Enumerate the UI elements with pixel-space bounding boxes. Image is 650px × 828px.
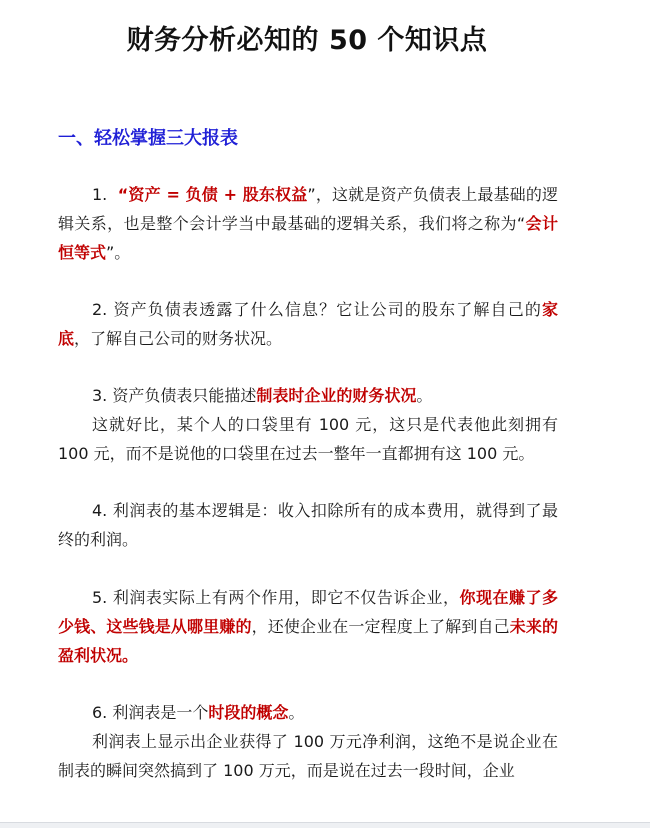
- body-text: 资产负债表透露了什么信息？它让公司的股东了解自己的: [113, 300, 542, 319]
- document-title: 财务分析必知的 50 个知识点: [126, 25, 488, 56]
- quote-open: “: [117, 185, 129, 204]
- point-6: [58, 698, 558, 727]
- point-number: 5.: [92, 588, 108, 607]
- point-2: [58, 295, 558, 353]
- point-number: 1.: [92, 185, 108, 204]
- point-number: 4.: [92, 501, 108, 520]
- point-3-explanation: 这就好比，某个人的口袋里有 100 元，这只是代表他此刻拥有 100 元，而不是说他的口袋里在过去一整年一直都拥有这 100 元。: [58, 415, 558, 463]
- point-1: [58, 180, 558, 267]
- point-5: [58, 583, 558, 670]
- section-heading: 一、轻松掌握三大报表: [58, 128, 238, 149]
- highlight-text: 未来的盈利状况。: [58, 617, 558, 665]
- highlight-text: 你现在赚了多少钱、这些钱是从哪里赚的: [58, 588, 558, 636]
- body-text: ”，这就是资产负债表上最基础的逻辑关系，也是整个会计学当中最基础的逻辑关系，我们将之称为“: [58, 185, 558, 233]
- point-number: 6.: [92, 703, 108, 722]
- page-bottom-edge: [0, 822, 650, 828]
- point-6-explanation: 利润表上显示出企业获得了 100 万元净利润，这绝不是说企业在制表的瞬间突然搞到了 100 万元，而是说在过去一段时间，企业: [58, 732, 558, 780]
- highlight-text: 时段的概念: [208, 703, 289, 722]
- body-text: 。: [416, 386, 433, 405]
- highlight-text: 家底: [58, 300, 558, 348]
- body-text: 资产负债表只能描述: [112, 386, 257, 405]
- body-text: 利润表是一个: [112, 703, 209, 722]
- highlight-text: 资产 = 负债 + 股东权益: [128, 185, 308, 204]
- body-text: ”。: [106, 243, 131, 262]
- body-text: ，还使企业在一定程度上了解到自己: [251, 617, 510, 636]
- body-text: ，了解自己公司的财务状况。: [74, 329, 283, 348]
- highlight-text: 会计恒等式: [58, 214, 558, 262]
- point-number: 2.: [92, 300, 108, 319]
- highlight-text: 制表时企业的财务状况: [256, 386, 417, 405]
- body-text: 利润表的基本逻辑是：收入扣除所有的成本费用，就得到了最终的利润。: [58, 501, 558, 549]
- point-4: [58, 496, 558, 554]
- point-number: 3.: [92, 386, 108, 405]
- body-text: 。: [288, 703, 305, 722]
- body-text: 利润表实际上有两个作用，即它不仅告诉企业，: [112, 588, 460, 607]
- point-3: [58, 381, 558, 410]
